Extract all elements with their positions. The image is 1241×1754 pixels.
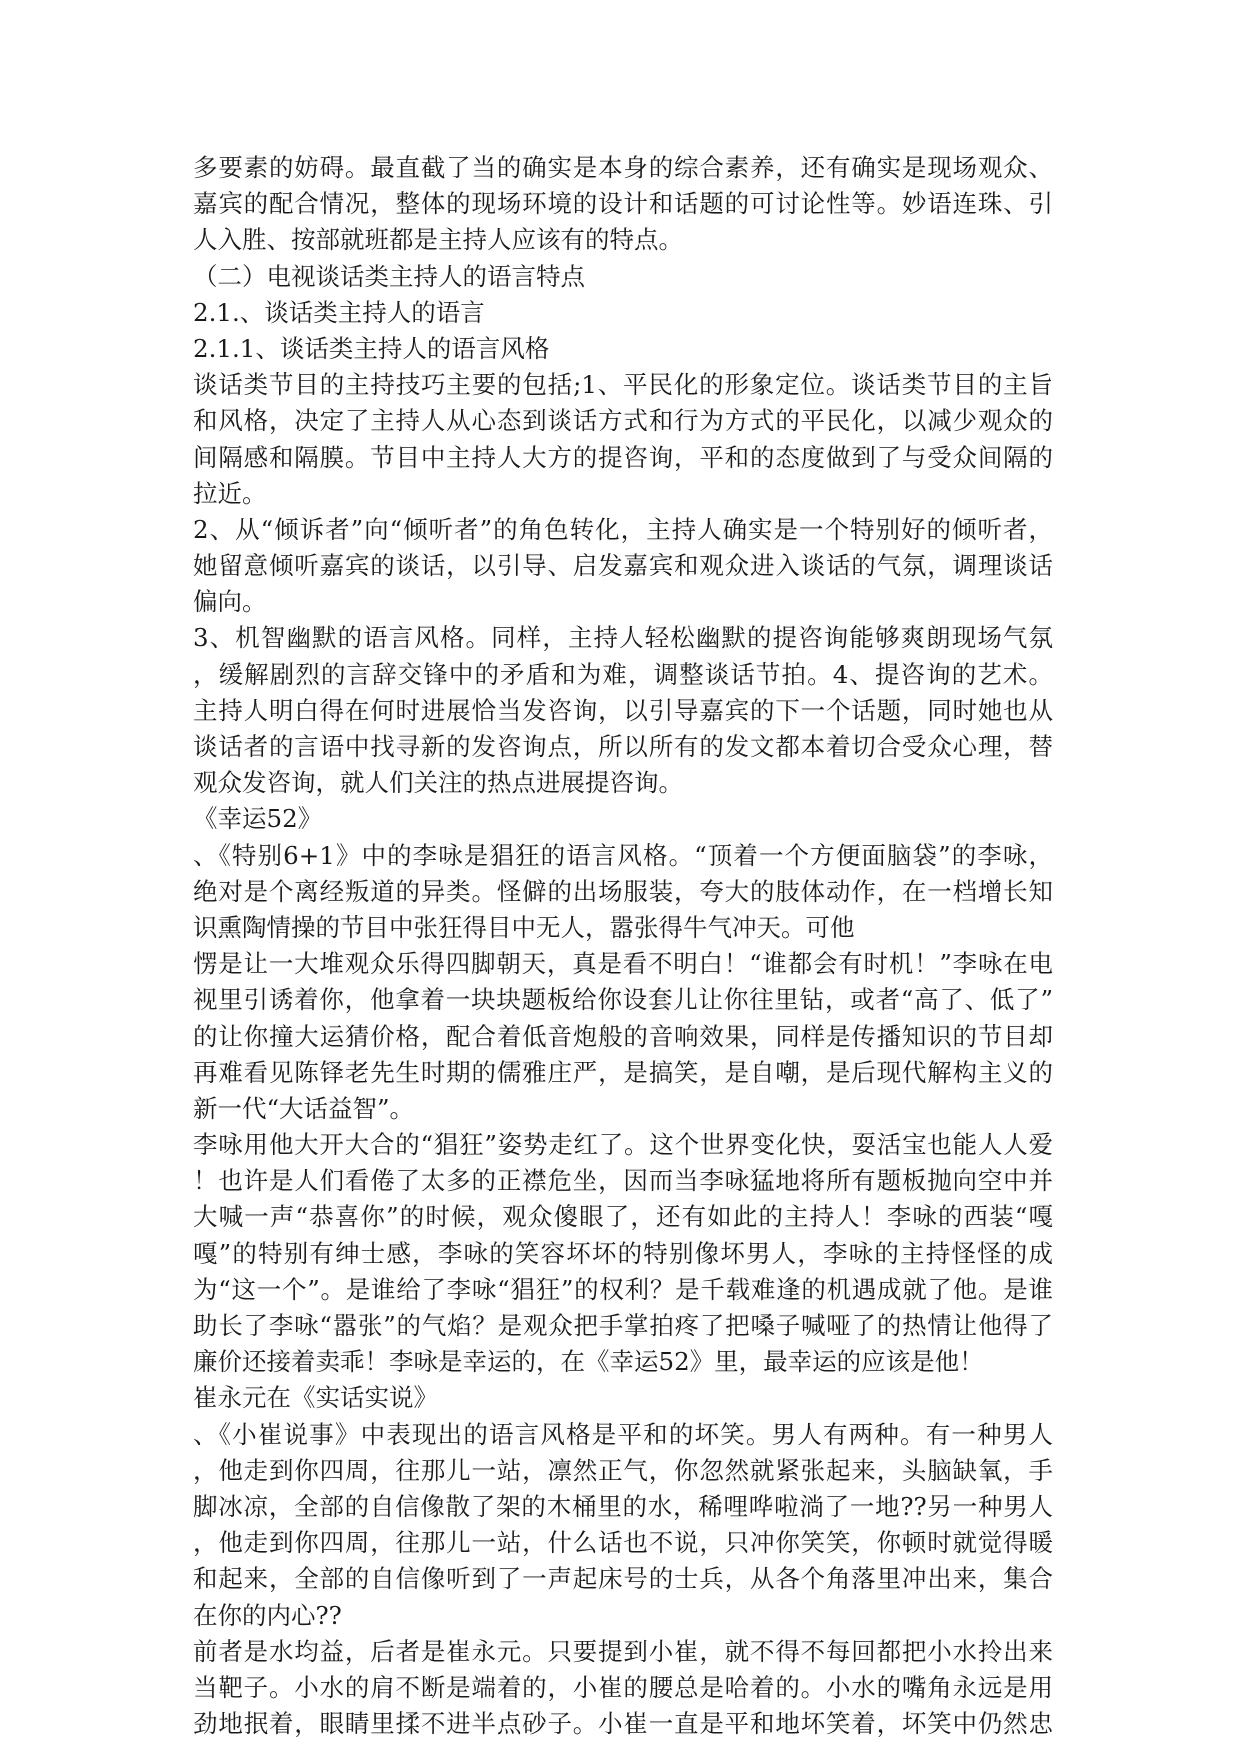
text-line: 识熏陶情操的节目中张狂得目中无人，嚣张得牛气冲天。可他 (193, 912, 855, 942)
text-line: 2.1.、谈话类主持人的语言 (193, 297, 485, 327)
text-line: 新一代“大话益智”。 (193, 1093, 415, 1123)
text-line: 嘉宾的配合情况，整体的现场环境的设计和话题的可讨论性等。妙语连珠、引 (193, 189, 1053, 219)
text-line: 再难看见陈铎老先生时期的儒雅庄严，是搞笑，是自嘲，是后现代解构主义的 (193, 1057, 1053, 1087)
text-line: 脚冰凉，全部的自信像散了架的木桶里的水，稀哩哗啦淌了一地??另一种男人 (193, 1491, 1053, 1521)
text-line: 、《特别6+1》中的李咏是猖狂的语言风格。“顶着一个方便面脑袋”的李咏， (193, 840, 1053, 870)
text-line: 绝对是个离经叛道的异类。怪僻的出场服装，夸大的肢体动作，在一档增长知 (193, 876, 1053, 906)
text-line: 间隔感和隔膜。节目中主持人大方的提咨询，平和的态度做到了与受众间隔的 (193, 442, 1053, 472)
text-line: 主持人明白得在何时进展恰当发咨询，以引导嘉宾的下一个话题，同时她也从 (193, 695, 1053, 725)
text-line: 廉价还接着卖乖！李咏是幸运的，在《幸运52》里，最幸运的应该是他！ (193, 1347, 984, 1377)
text-line: ，他走到你四周，往那儿一站，什么话也不说，只冲你笑笑，你顿时就觉得暖 (193, 1528, 1053, 1558)
text-line: 2、从“倾诉者”向“倾听者”的角色转化，主持人确实是一个特别好的倾听者， (193, 514, 1053, 544)
text-line: 和起来，全部的自信像听到了一声起床号的士兵，从各个角落里冲出来，集合 (193, 1564, 1053, 1594)
text-line: 偏向。 (193, 587, 267, 617)
text-line: 劲地抿着，眼睛里揉不进半点砂子。小崔一直是平和地坏笑着，坏笑中仍然忠 (193, 1709, 1053, 1739)
text-line: 崔永元在《实话实说》 (193, 1383, 438, 1413)
text-line: ！也许是人们看倦了太多的正襟危坐，因而当李咏猛地将所有题板抛向空中并 (193, 1166, 1053, 1196)
text-line: 谈话者的言语中找寻新的发咨询点，所以所有的发文都本着切合受众心理，替 (193, 732, 1053, 761)
text-line: 当靶子。小水的肩不断是端着的，小崔的腰总是哈着的。小水的嘴角永远是用 (193, 1672, 1053, 1702)
text-line: 谈话类节目的主持技巧主要的包括;1、平民化的形象定位。谈话类节目的主旨 (193, 370, 1053, 400)
text-line: ，他走到你四周，往那儿一站，凛然正气，你忽然就紧张起来，头脑缺氧，手 (193, 1455, 1053, 1485)
text-line: 人入胜、按部就班都是主持人应该有的特点。 (193, 225, 683, 255)
text-line: 观众发咨询，就人们关注的热点进展提咨询。 (193, 768, 683, 798)
text-line: 她留意倾听嘉宾的谈话，以引导、启发嘉宾和观众进入谈话的气氛，调理谈话 (193, 551, 1053, 581)
text-line: 在你的内心?? (193, 1600, 342, 1630)
text-line: 的让你撞大运猜价格，配合着低音炮般的音响效果，同样是传播知识的节目却 (193, 1021, 1053, 1051)
text-line: ，缓解剧烈的言辞交锋中的矛盾和为难，调整谈话节拍。4、提咨询的艺术。 (193, 659, 1053, 689)
document-body (193, 150, 1053, 1742)
text-line: 大喊一声“恭喜你”的时候，观众傻眼了，还有如此的主持人！李咏的西装“嘎 (193, 1202, 1053, 1232)
text-line: 助长了李咏“嚣张”的气焰？是观众把手掌拍疼了把嗓子喊哑了的热情让他得了 (193, 1311, 1053, 1340)
text-line: 嘎”的特别有绅士感，李咏的笑容坏坏的特别像坏男人，李咏的主持怪怪的成 (193, 1238, 1053, 1268)
text-line: 拉近。 (193, 478, 267, 508)
text-line: 和风格，决定了主持人从心态到谈话方式和行为方式的平民化，以减少观众的 (193, 406, 1053, 436)
text-line: 前者是水均益，后者是崔永元。只要提到小崔，就不得不每回都把小水拎出来 (193, 1636, 1053, 1666)
text-line: 多要素的妨碍。最直截了当的确实是本身的综合素养，还有确实是现场观众、 (193, 153, 1053, 182)
text-line: 2.1.1、谈话类主持人的语言风格 (193, 333, 550, 363)
text-line: 、《小崔说事》中表现出的语言风格是平和的坏笑。男人有两种。有一种男人 (193, 1419, 1053, 1449)
text-line: 愣是让一大堆观众乐得四脚朝天，真是看不明白！“谁都会有时机！”李咏在电 (193, 949, 1053, 979)
text-line: 李咏用他大开大合的“猖狂”姿势走红了。这个世界变化快，耍活宝也能人人爱 (193, 1130, 1053, 1160)
text-line: （二）电视谈话类主持人的语言特点 (193, 261, 585, 291)
text-line: 视里引诱着你，他拿着一块块题板给你设套儿让你往里钻，或者“高了、低了” (193, 985, 1053, 1015)
text-line: 为“这一个”。是谁给了李咏“猖狂”的权利？是千载难逢的机遇成就了他。是谁 (193, 1274, 1053, 1304)
text-line: 3、机智幽默的语言风格。同样，主持人轻松幽默的提咨询能够爽朗现场气氛 (193, 623, 1053, 653)
text-line: 《幸运52》 (193, 804, 323, 834)
